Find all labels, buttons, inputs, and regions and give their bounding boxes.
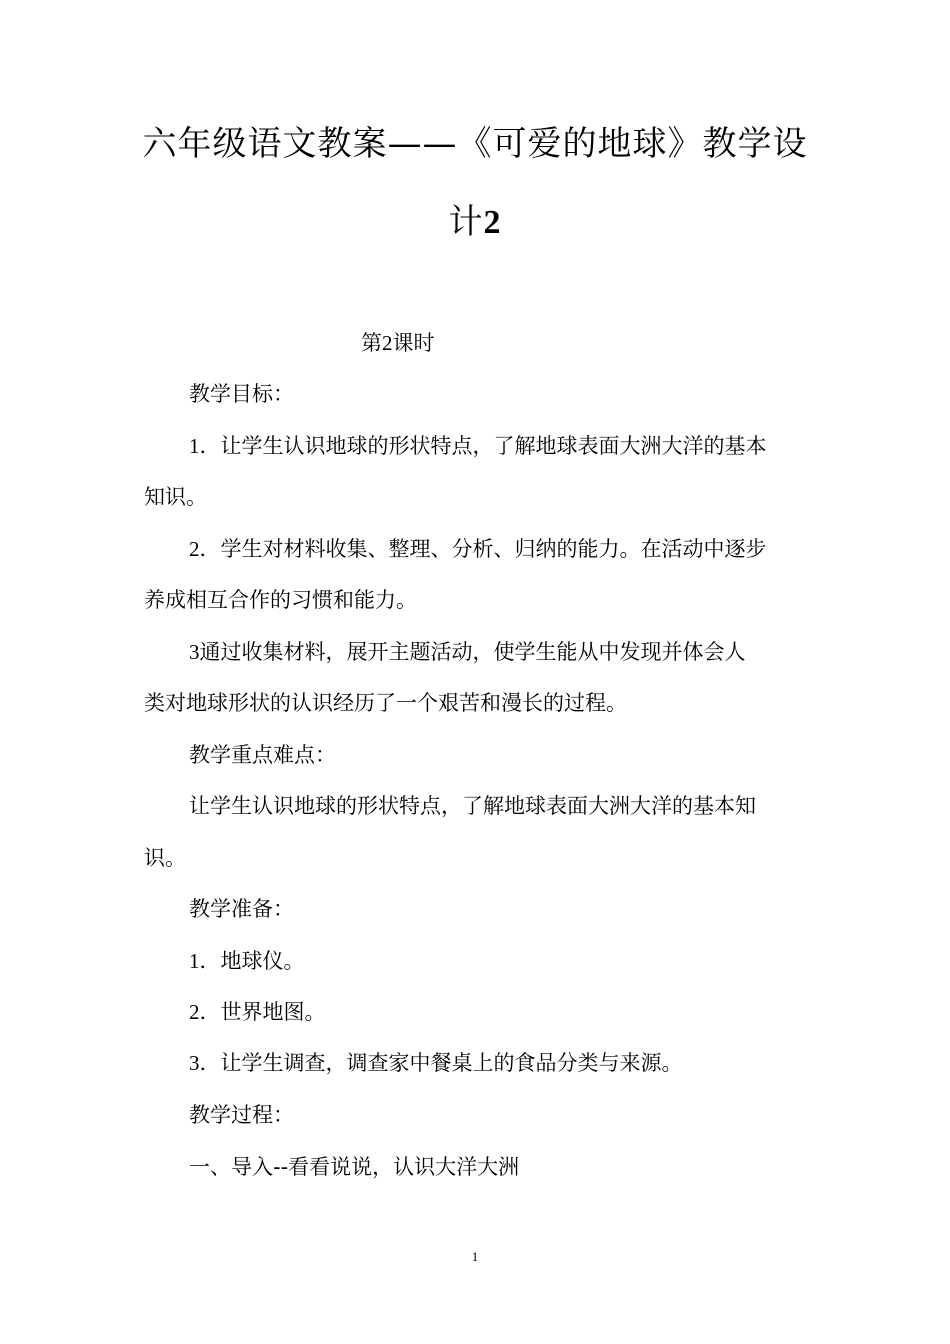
focus-line-2: 识。 [144, 846, 186, 870]
lesson-suffix: 课时 [392, 331, 435, 355]
lesson-number: 2 [382, 331, 393, 355]
prep-item-3-number: 3 [189, 1051, 200, 1075]
goal-item-2-number: 2 [189, 537, 200, 561]
title-text-1: 六年级语文教案——《可爱的地球》教学设 [142, 124, 808, 164]
focus-heading: 教学重点难点： [189, 743, 336, 767]
prep-item-1-text: ．地球仪。 [199, 949, 305, 973]
title-text-2: 计 [448, 202, 484, 242]
goal-item-1-text: ．让学生认识地球的形状特点，了解地球表面大洲大洋的基本 [199, 434, 767, 458]
focus-line-1: 让学生认识地球的形状特点，了解地球表面大洲大洋的基本知 [189, 794, 756, 818]
document-title-line-1 [0, 124, 950, 164]
prep-item-3-text: ．让学生调查，调查家中餐桌上的食品分类与来源。 [199, 1051, 683, 1075]
page-number: 1 [471, 1249, 479, 1264]
goal-item-1-line-1 [189, 433, 767, 459]
goal-item-1-number: 1 [189, 434, 200, 458]
document-title-line-2 [0, 202, 950, 243]
goal-item-3-text: 通过收集材料，展开主题活动，使学生能从中发现并体会人 [199, 640, 746, 664]
prep-item-2-text: ．世界地图。 [199, 1000, 326, 1024]
goal-item-2-text: ．学生对材料收集、整理、分析、归纳的能力。在活动中逐步 [199, 537, 767, 561]
goal-item-2-line-1 [189, 536, 767, 562]
prep-heading: 教学准备： [189, 897, 294, 921]
lesson-prefix: 第 [361, 331, 382, 355]
goals-heading: 教学目标： [189, 382, 294, 406]
prep-item-2-number: 2 [189, 1000, 200, 1024]
goal-item-3-line-2: 类对地球形状的认识经历了一个艰苦和漫长的过程。 [144, 691, 627, 715]
process-section-1: 一、导入--看看说说，认识大洋大洲 [189, 1155, 520, 1179]
goal-item-1-line-2: 知识。 [144, 485, 207, 509]
prep-item-1 [189, 948, 305, 974]
goal-item-2-line-2: 养成相互合作的习惯和能力。 [144, 588, 417, 612]
goal-item-3-number: 3 [189, 640, 200, 664]
prep-item-1-number: 1 [189, 949, 200, 973]
goal-item-3-line-1 [189, 639, 746, 665]
prep-item-3 [189, 1050, 683, 1076]
process-heading: 教学过程： [189, 1103, 294, 1127]
lesson-label [361, 330, 435, 356]
prep-item-2 [189, 999, 326, 1025]
title-number: 2 [483, 204, 502, 241]
